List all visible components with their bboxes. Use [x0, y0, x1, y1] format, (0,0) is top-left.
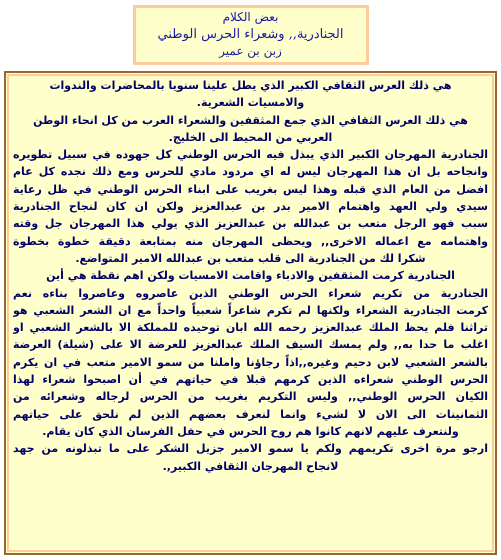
- body-line: سبب فهو الرجل متعب بن عبدالله بن عبدالعزيز الذي يولي هذا المهرجان جل وقته: [13, 217, 488, 231]
- author-name: زبن بن عمير: [219, 44, 282, 58]
- body-line: افضل من العام الذي قبله وهذا ليس بغريب على ابناء الحرس الوطني في ظل رعاية: [13, 182, 488, 196]
- body-line: واهتمامه مع اعماله الاخرى,, ويحظى المهرجان منه بمتابعة دقيقة خطوة بخطوة: [13, 234, 488, 248]
- body-line: شكرا لك من الجنادرية الى قلب متعب بن عبدالله الامير المتواضع.: [75, 251, 426, 265]
- body-line: ارجو مرة اخرى تكريمهم ولكم يا سمو الامير جزيل الشكر على ما تبذلونه من جهد: [13, 442, 488, 456]
- column-label: بعض الكلام: [222, 10, 279, 24]
- body-line: تراثنا فلم يحظ الملك عبدالعزيز رحمه الله ابان توحيده للمملكة الا بالشعر الشعبي او: [13, 321, 488, 335]
- body-line: سيدي ولي العهد واهتمام الامير بدر بن عبدالعزيز ولكن ان كان لنجاح الجنادرية: [13, 200, 488, 214]
- body-line: العربي من المحيط الى الخليج.: [168, 130, 333, 144]
- body-line: والامسيات الشعرية.: [196, 96, 305, 110]
- body-line: الحرس الوطني شعراءه الذين كرمهم قبلا في حياتهم في أن اصبحوا شعراء لهذا: [13, 373, 488, 387]
- article-body: [4, 71, 497, 555]
- body-line: ولنتعرف عليهم لانهم كانوا هم روح الحرس في حفل الفرسان الذي كان يقام.: [42, 424, 459, 438]
- article-title: الجنادرية,, وشعراء الحرس الوطني: [157, 27, 344, 42]
- body-line: الثمانينات الى الان لا لشيء وانما لنعرف بعضهم الذين لم نلحق على حياتهم: [13, 407, 488, 421]
- body-line: كرمت الجنادرية الشعراء ولكنها لم تكرم شاعراً شعبياً واحداً مع ان الشعر الشعبي هو: [13, 303, 488, 317]
- body-line: هي ذلك العرس الثقافي الكبير الذي يطل علينا سنويا بالمحاضرات والندوات: [49, 79, 452, 92]
- body-line: الكيان الحرس الوطني,, وليس التكريم بغريب من الحرس لرجاله وشعرائه من: [13, 390, 488, 404]
- body-line: الجنادرية المهرجان الكبير الذي يبذل فيه الحرس الوطني كل جهوده في سبيل تطويره: [13, 148, 488, 162]
- body-line: الجنادرية من تكريم شعراء الحرس الوطني الذين عاصروه وعاصروا بناءه نعم: [13, 286, 488, 300]
- body-line: هي ذلك العرس الثقافي الذي جمع المثقفين والشعراء العرب من كل انحاء الوطن: [33, 113, 468, 127]
- body-line: بالشعر الشعبي لابن دحيم وغيره,,اذاً رجاؤنا واملنا من سمو الامير متعب في ان يكرم: [13, 355, 488, 369]
- body-line: اغلب ما حدا به,, ولم يمسك السيف الملك عبدالعزيز للعرضة الا على (شيلة) العرضة: [13, 338, 488, 352]
- body-line: لانجاح المهرجان الثقافي الكبير,.: [162, 459, 339, 473]
- body-line: وانجاحه بل ان هذا المهرجان ليس له اي مردود مادي للحرس ومع ذلك نجده كل عام: [13, 165, 488, 179]
- body-line: الجنادرية كرمت المثقفين والادباء واقامت الامسيات ولكن اهم نقطة هي أين: [46, 269, 455, 283]
- article-header: [133, 5, 369, 65]
